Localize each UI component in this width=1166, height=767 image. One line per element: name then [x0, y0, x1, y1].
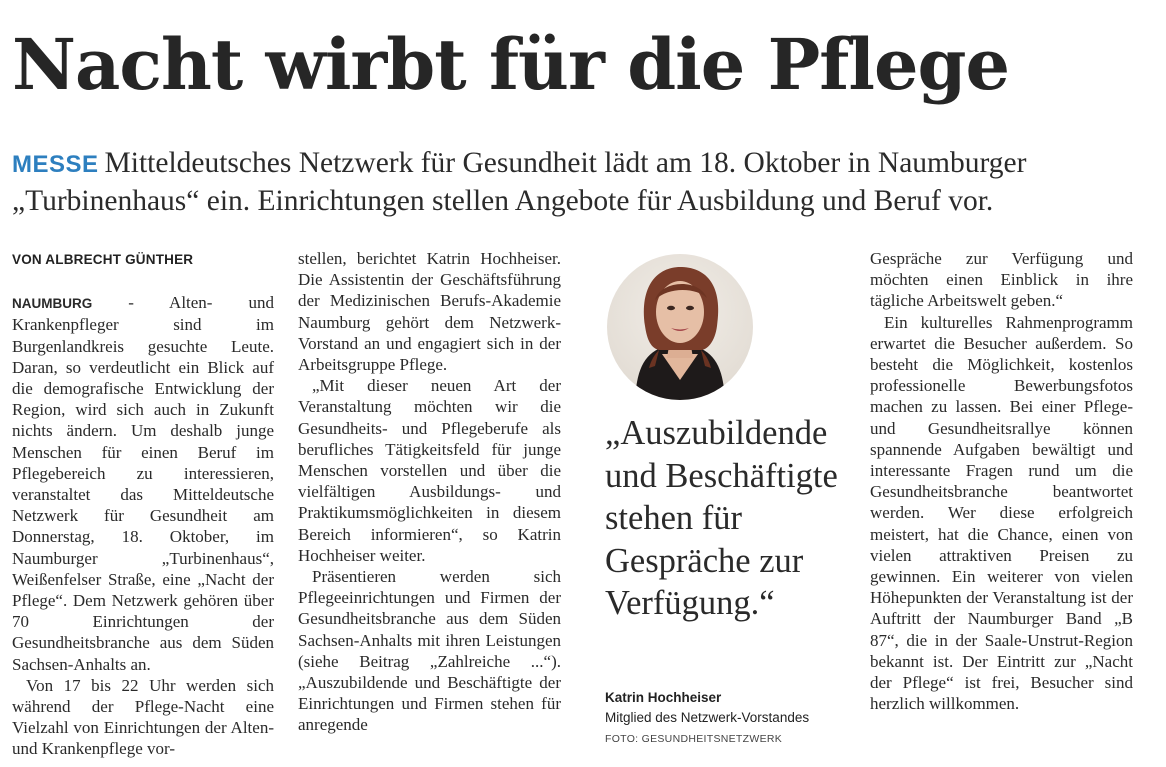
deck-text: Mitteldeutsches Netzwerk für Gesundheit lädt am 18. Oktober in Naumburger „Turbinenhaus“ ein. Einrichtungen stellen Angebote für Ausbildung und Beruf vor.	[12, 147, 1027, 217]
text-column-4	[870, 248, 1133, 714]
paragraph: Von 17 bis 22 Uhr werden sich während der Pflege-Nacht eine Vielzahl von Einrichtungen der Alten- und Krankenpflege vor-	[12, 675, 274, 759]
text-column-1	[12, 247, 274, 760]
paragraph: stellen, berichtet Katrin Hochheiser. Die Assistentin der Geschäftsführung der Medizinischen Berufs-Akademie Naumburg gehört dem Netzwerk-Vorstand an und engagiert sich in der Arbeitsgruppe Pflege.	[298, 249, 561, 375]
paragraph	[12, 292, 274, 675]
quote-author: Katrin Hochheiser	[605, 690, 722, 705]
pull-quote: „Auszubildende und Beschäftigte stehen für Gespräche zur Verfügung.“	[605, 414, 838, 622]
article-headline: Nacht wirbt für die Pflege	[12, 23, 1009, 106]
byline: VON ALBRECHT GÜNTHER	[12, 252, 194, 267]
paragraph: Ein kulturelles Rahmenprogramm erwartet die Besucher außerdem. So besteht die Möglichkeit, kostenlos professionelle Bewerbungsfotos machen zu lassen. Bei einer Pflege- und Gesundheitsrallye können spannende Aufgaben bewältigt und interessante Fragen rund um die Gesundheitsbranche beantwortet werden. Wer diese erfolgreich meistert, hat die Chance, einen von vielen attraktiven Preisen zu gewinnen. Ein weiterer von vielen Höhepunkten der Veranstaltung ist der Auftritt der Naumburger Band „B 87“, die in der Saale-Unstrut-Region bekannt ist. Der Eintritt zur „Nacht der Pflege“ ist frei, Besucher sind herzlich willkommen.	[870, 312, 1133, 714]
portrait-illustration	[607, 254, 753, 400]
text-column-2	[298, 248, 561, 736]
section-kicker: MESSE	[12, 151, 99, 178]
paragraph-text: - Alten- und Krankenpfleger sind im Burgenlandkreis gesuchte Leute. Daran, so verdeutlicht ein Blick auf die demografische Entwicklung der Region, wird sich auch in Zukunft nichts ändern. Um deshalb junge Menschen für einen Beruf im Pflegebereich zu interessieren, veranstaltet das Mitteldeutsche Netzwerk für Gesundheit am Donnerstag, 18. Oktober, im Naumburger „Turbinenhaus“, Weißenfelser Straße, eine „Nacht der Pflege“. Dem Netzwerk gehören über 70 Einrichtungen der Gesundheitsbranche aus dem Süden Sachsen-Anhalts an.	[12, 293, 274, 674]
paragraph: Präsentieren werden sich Pflegeeinrichtungen und Firmen der Gesundheitsbranche aus dem Süden Sachsen-Anhalts mit ihren Leistungen (siehe Beitrag „Zahlreiche ...“). „Auszubildende und Beschäftigte der Einrichtungen und Firmen stehen für anregende	[298, 567, 561, 735]
article-deck	[12, 145, 1152, 219]
paragraph: Gespräche zur Verfügung und möchten einen Einblick in ihre tägliche Arbeitswelt geben.“	[870, 249, 1133, 311]
photo-credit: FOTO: GESUNDHEITSNETZWERK	[605, 733, 783, 745]
portrait-photo	[607, 254, 753, 400]
dateline: NAUMBURG	[12, 296, 93, 312]
quote-author-role: Mitglied des Netzwerk-Vorstandes	[605, 710, 810, 725]
paragraph: „Mit dieser neuen Art der Veranstaltung möchten wir die Gesundheits- und Pflegeberufe als berufliches Tätigkeitsfeld für junge Menschen vorstellen und über die vielfältigen Ausbildungs- und Praktikumsmöglichkeiten in diesem Bereich informieren“, so Katrin Hochheiser weiter.	[298, 376, 561, 565]
